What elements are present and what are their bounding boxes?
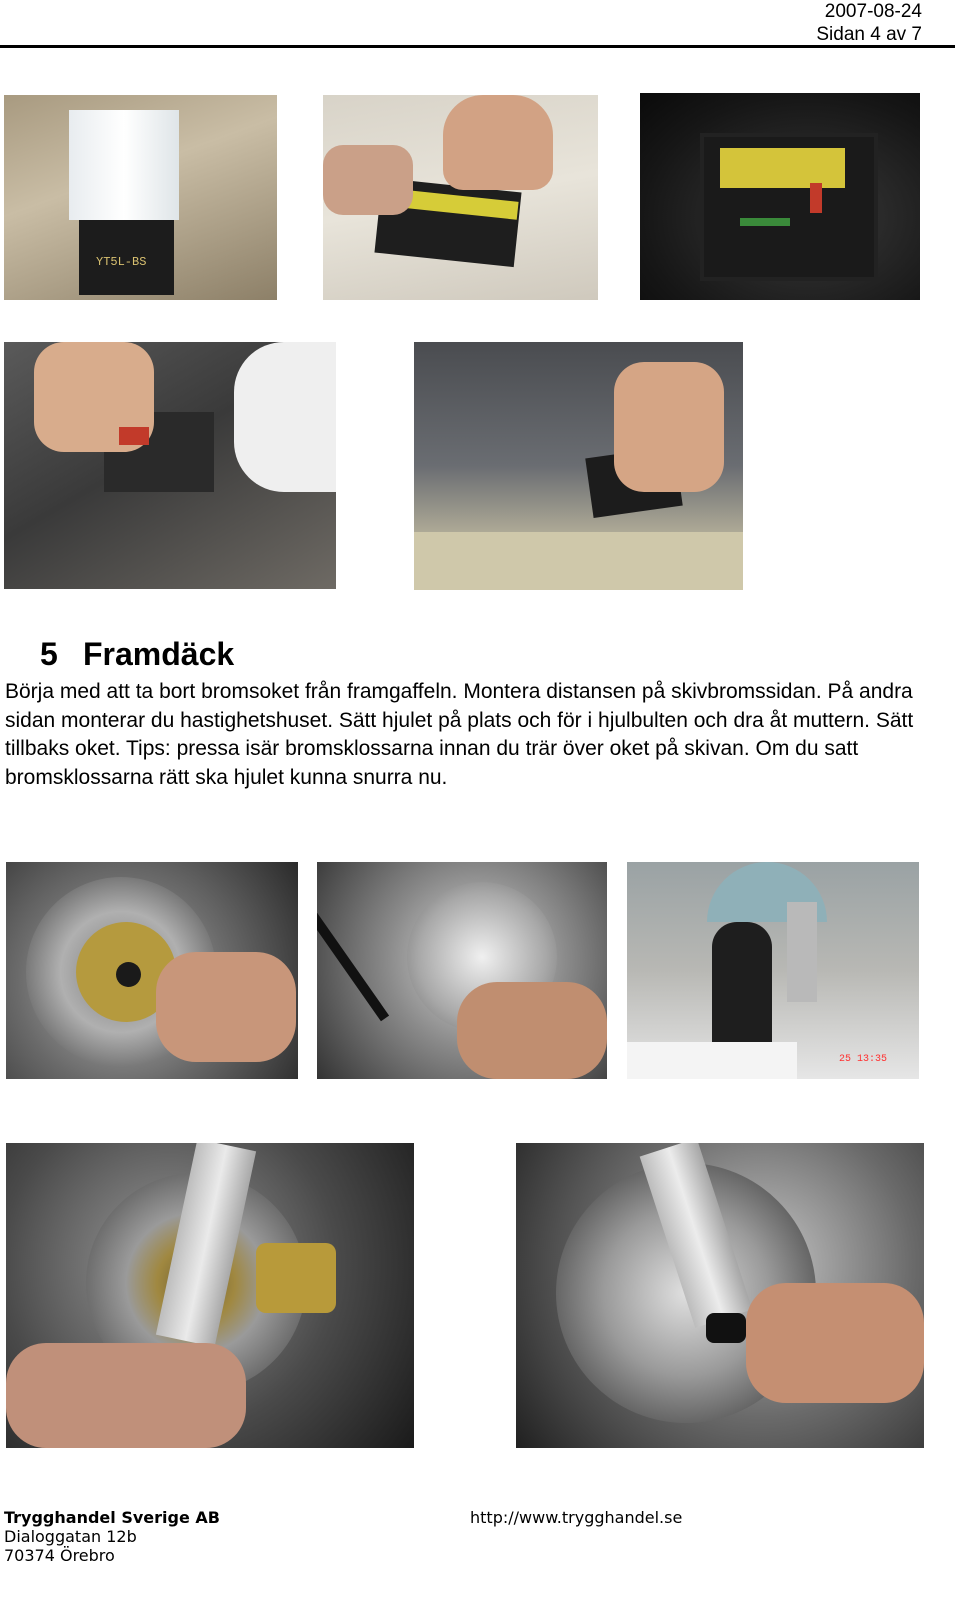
photo-battery-yt5l-bs bbox=[4, 95, 277, 300]
section-body: Börja med att ta bort bromsoket från framgaffeln. Montera distansen på skivbromssidan. På andra sidan monterar du hastighetshuset. Sätt hjulet på plats och för i hjulbulten och dra åt muttern. Sätt tillbaks oket. Tips: pressa isär bromsklossarna innan du trär över oket på skivan. Om du satt bromsklossarna rätt ska hjulet kunna snurra nu. bbox=[5, 680, 914, 789]
section-number: 5 bbox=[40, 636, 58, 672]
section-title: Framdäck bbox=[83, 636, 235, 672]
photo-battery-compartment bbox=[640, 93, 920, 300]
photo-front-axle-nut bbox=[516, 1143, 924, 1448]
header-date: 2007-08-24 bbox=[824, 1, 922, 22]
page-header bbox=[816, 0, 922, 46]
footer-street: Dialoggatan 12b bbox=[4, 1527, 137, 1546]
photo-floorboard-cover-removal bbox=[4, 342, 336, 589]
header-page-number: Sidan 4 av 7 bbox=[816, 24, 922, 45]
photo-front-wheel-mount bbox=[627, 862, 919, 1079]
footer-url-link[interactable]: http://www.trygghandel.se bbox=[470, 1508, 683, 1527]
battery-label: YT5L-BS bbox=[96, 255, 147, 269]
photo-battery-insertion bbox=[323, 95, 598, 300]
photo-floorboard-cover-install bbox=[414, 342, 743, 590]
footer-company: Trygghandel Sverige AB bbox=[4, 1508, 220, 1527]
photo-brake-caliper-fork bbox=[6, 1143, 414, 1448]
footer-address bbox=[4, 1508, 220, 1565]
photo-timestamp: 25 13:35 bbox=[839, 1054, 888, 1065]
header-divider bbox=[0, 45, 955, 48]
photo-brake-disc-nut bbox=[6, 862, 298, 1079]
photo-wheel-hub-tool bbox=[317, 862, 607, 1079]
footer-city: 70374 Örebro bbox=[4, 1546, 115, 1565]
section-heading bbox=[40, 634, 234, 674]
